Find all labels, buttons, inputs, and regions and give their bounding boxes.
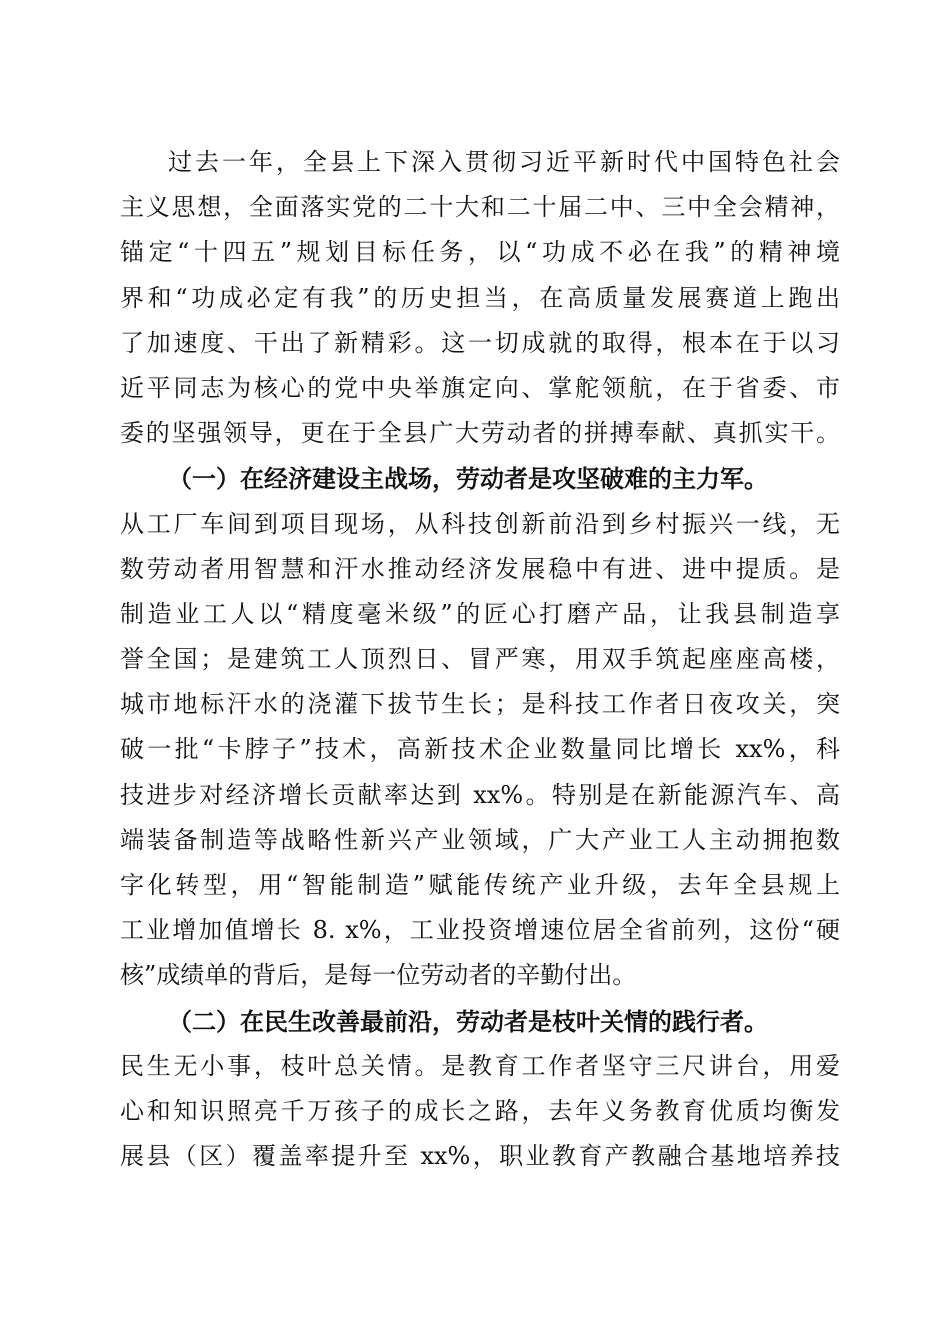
section-heading (120, 456, 840, 501)
section-heading-text: （一）在经济建设主战场，劳动者是攻坚破难的主力军。 (168, 464, 768, 494)
text-line: 界和“功成必定有我”的历史担当，在高质量发展赛道上跑出 (120, 283, 840, 312)
text-line: 近平同志为核心的党中央举旗定向、掌舵领航，在于省委、市 (120, 373, 840, 402)
section-heading-text: （二）在民生改善最前沿，劳动者是枝叶关情的践行者。 (168, 1006, 768, 1036)
section-economy (120, 456, 840, 998)
text-line: 主义思想，全面落实党的二十大和二十届二中、三中全会精神， (120, 193, 840, 222)
text-line: 锚定“十四五”规划目标任务，以“功成不必在我”的精神境 (120, 238, 840, 267)
text-line: 从工厂车间到项目现场，从科技创新前沿到乡村振兴一线，无 (120, 509, 840, 538)
text-line: 展县（区）覆盖率提升至 xx%，职业教育产教融合基地培养技 (120, 1142, 840, 1171)
section-heading (120, 999, 840, 1044)
text-line: 技进步对经济增长贡献率达到 xx%。特别是在新能源汽车、高 (120, 780, 840, 809)
text-line: 核”成绩单的背后，是每一位劳动者的辛勤付出。 (120, 961, 637, 990)
text-line: 端装备制造等战略性新兴产业领域，广大产业工人主动拥抱数 (120, 825, 840, 854)
text-line: 数劳动者用智慧和汗水推动经济发展稳中有进、进中提质。是 (120, 554, 840, 583)
text-line: 字化转型，用“智能制造”赋能传统产业升级，去年全县规上 (120, 871, 840, 899)
document-body (120, 140, 840, 1179)
text-line: 制造业工人以“精度毫米级”的匠心打磨产品，让我县制造享 (120, 599, 840, 628)
text-line: 了加速度、干出了新精彩。这一切成就的取得，根本在于以习 (120, 328, 840, 357)
text-line: 誉全国；是建筑工人顶烈日、冒严寒，用双手筑起座座高楼， (120, 645, 840, 674)
text-line: 委的坚强领导，更在于全县广大劳动者的拼搏奉献、真抓实干。 (120, 419, 840, 448)
text-line: 工业增加值增长 8. x%，工业投资增速位居全省前列，这份“硬 (120, 916, 840, 945)
text-line: 城市地标汗水的浇灌下拔节生长；是科技工作者日夜攻关，突 (120, 690, 840, 719)
text-line: 民生无小事，枝叶总关情。是教育工作者坚守三尺讲台，用爱 (120, 1051, 840, 1080)
paragraph-intro (120, 140, 840, 456)
text-line: 破一批“卡脖子”技术，高新技术企业数量同比增长 xx%，科 (120, 735, 840, 764)
text-line: 过去一年，全县上下深入贯彻习近平新时代中国特色社会 (168, 148, 840, 176)
text-line: 心和知识照亮千万孩子的成长之路，去年义务教育优质均衡发 (120, 1096, 840, 1125)
section-livelihood (120, 999, 840, 1180)
